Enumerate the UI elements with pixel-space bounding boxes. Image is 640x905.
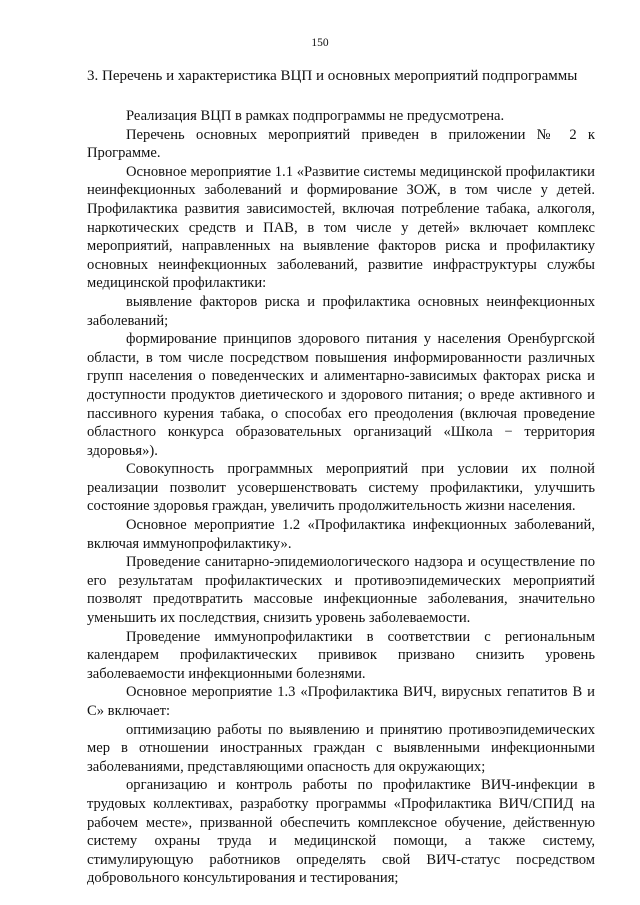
paragraph: Основное мероприятие 1.2 «Профилактика инфекционных заболеваний, включая иммунопрофилактику». [87, 517, 595, 552]
paragraph: выявление факторов риска и профилактика основных неинфекционных заболеваний; [87, 293, 595, 329]
section-heading: 3. Перечень и характеристика ВЦП и основных мероприятий подпрограммы [87, 68, 578, 84]
paragraph: оптимизацию работы по выявлению и принятию противоэпидемических мер в отношении иностранных граждан с выявленными инфекционными заболеваниями, представляющими опасность для окружающих; [87, 721, 595, 775]
body-text [87, 107, 595, 888]
paragraph: Совокупность программных мероприятий при условии их полной реализации позволит усовершенствовать систему профилактики, улучшить состояние здоровья граждан, увеличить продолжительность жизни населения. [87, 461, 595, 515]
page-number: 150 [311, 37, 329, 49]
paragraph: Проведение иммунопрофилактики в соответствии с региональным календарем профилактических прививок призвано снизить уровень заболеваемости инфекционными болезнями. [87, 628, 595, 682]
paragraph: Проведение санитарно-эпидемиологического надзора и осуществление по его результатам профилактических и противоэпидемических мероприятий позволят предотвратить массовые инфекционные заболевания, значительно уменьшить их последствия, снизить уровень заболеваемости. [87, 554, 595, 627]
paragraph: Основное мероприятие 1.1 «Развитие системы медицинской профилактики неинфекционных заболеваний и формирование ЗОЖ, в том числе у детей. Профилактика развития зависимостей, включая потребление табака, алкоголя, наркотических средств и ПАВ, в том числе у детей» включает комплекс мероприятий, направленных на выявление факторов риска и профилактику основных неинфекционных заболеваний, развитие инфраструктуры службы медицинской профилактики: [87, 163, 595, 292]
paragraph: Перечень основных мероприятий приведен в приложении № 2 к Программе. [87, 126, 595, 162]
paragraph: Реализация ВЦП в рамках подпрограммы не предусмотрена. [126, 108, 505, 124]
paragraph: Основное мероприятие 1.3 «Профилактика ВИЧ, вирусных гепатитов В и С» включает: [87, 684, 595, 719]
paragraph: формирование принципов здорового питания у населения Оренбургской области, в том числе посредством повышения информированности различных групп населения о поведенческих и алиментарно-зависимых факторах риска и доступности продуктов диетического и здорового питания; о вреде активного и пассивного курения табака, о способах его преодоления (включая проведение областного конкурса образовательных организаций «Школа − территория здоровья»). [87, 331, 595, 459]
paragraph: организацию и контроль работы по профилактике ВИЧ-инфекции в трудовых коллективах, разработку программы «Профилактика ВИЧ/СПИД на рабочем месте», призванной обеспечить комплексное обучение, действенную систему охраны труда и медицинской помощи, а также систему, стимулирующую работников определять свой ВИЧ-статус посредством добровольного консультирования и тестирования; [87, 777, 595, 887]
